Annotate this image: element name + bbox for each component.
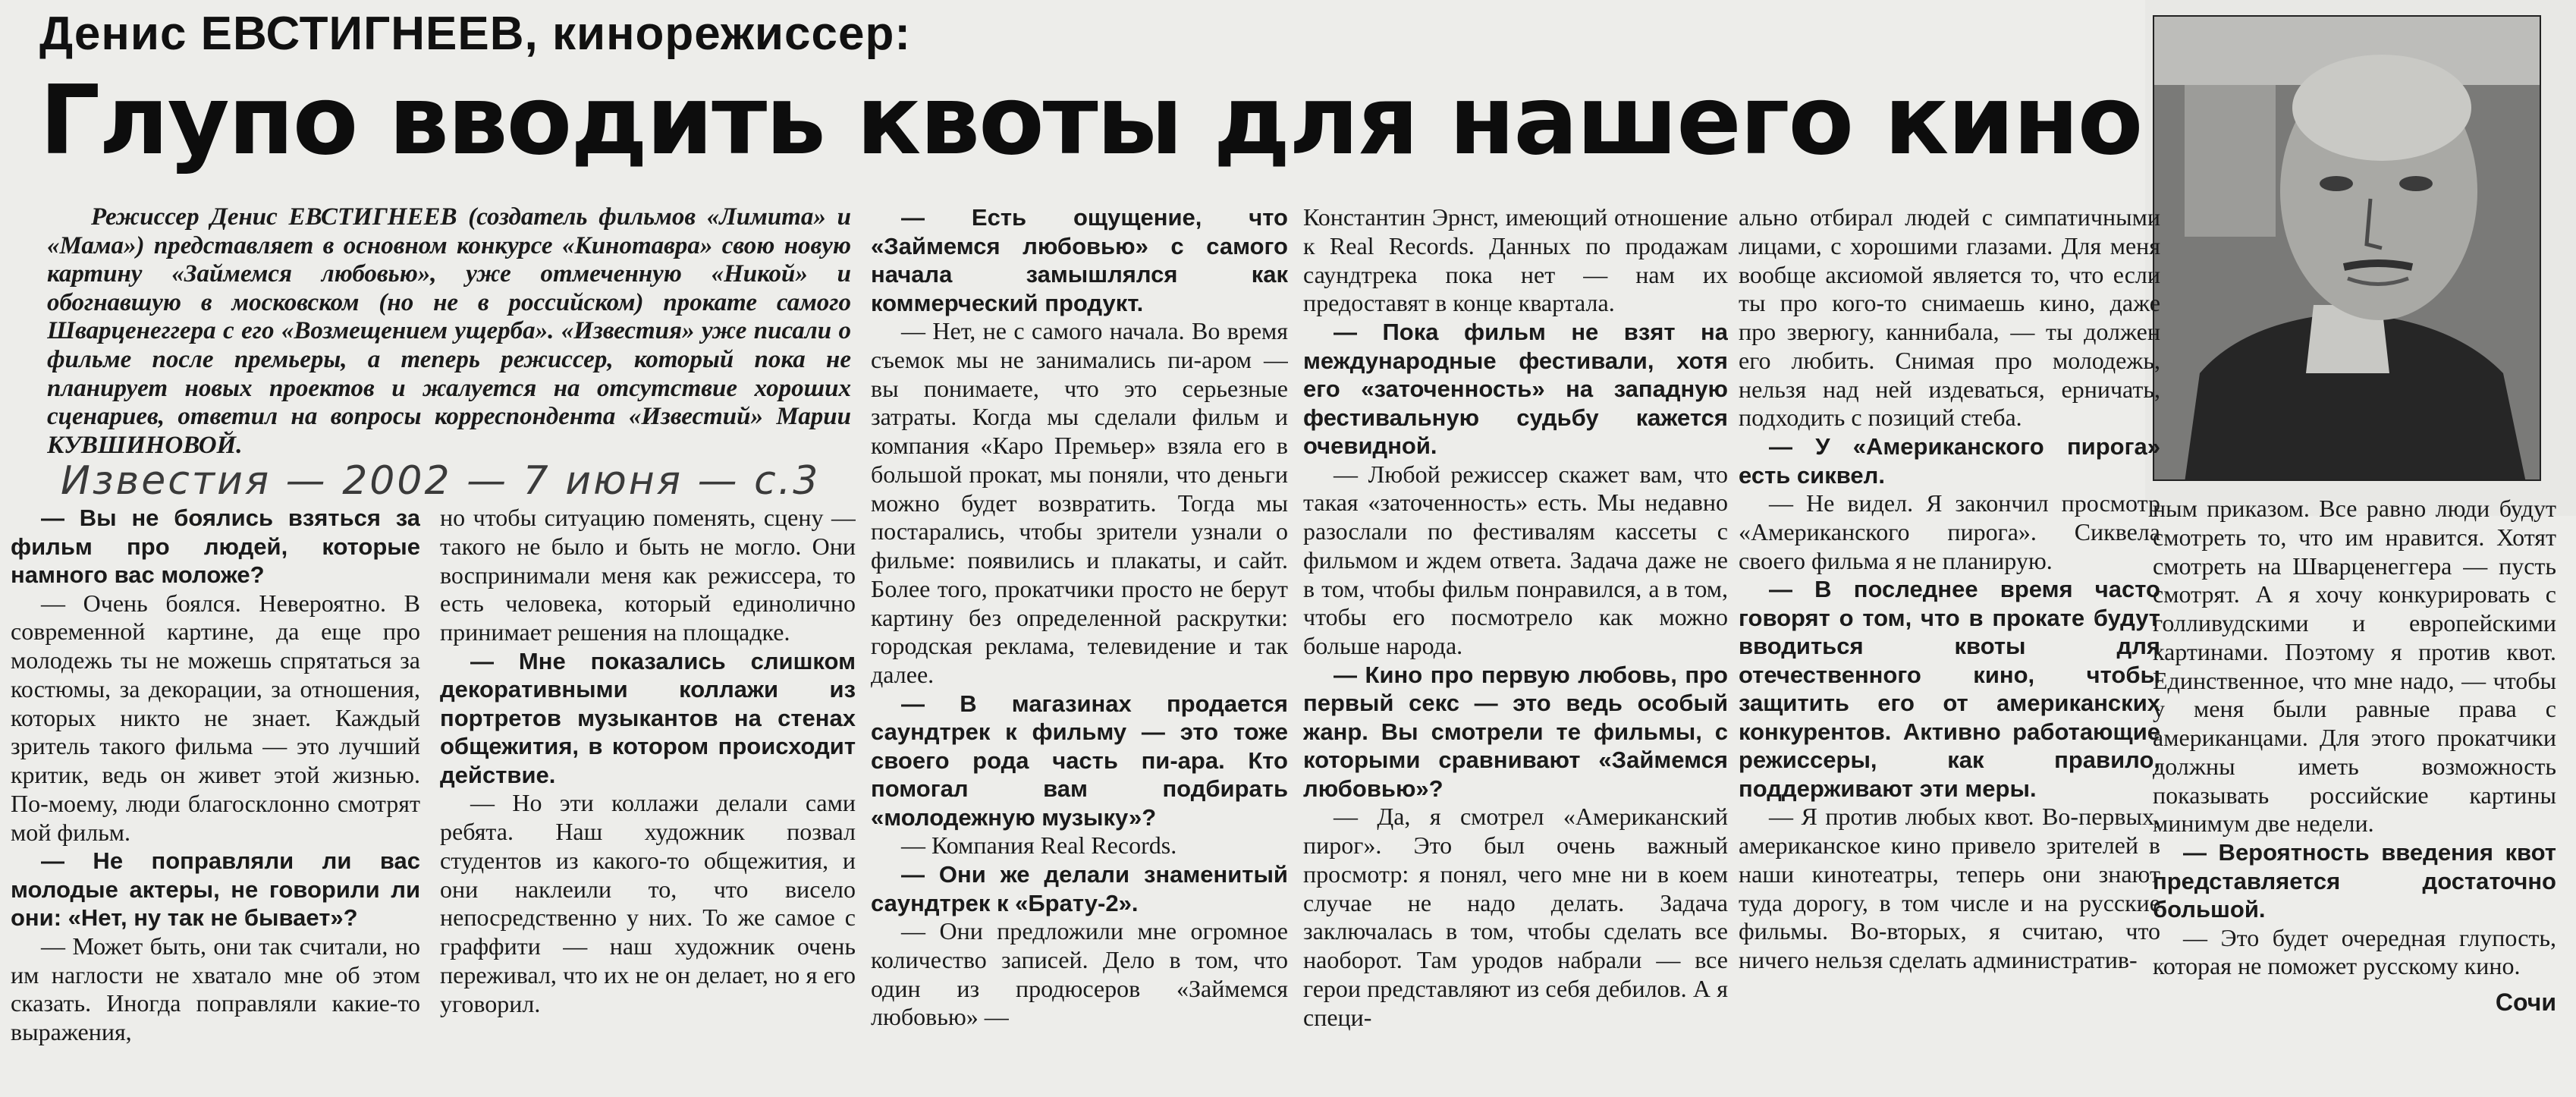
answer-text: Константин Эрнст, имеющий отношение к Real Records. Данных по продажам саундтрека пока нет — нам их предоставят в конце квартала. [1303,203,1728,317]
question-text: — Вы не боялись взяться за фильм про людей, которые намного вас моложе? [11,504,420,588]
answer-text: — Может быть, они так считали, но им наглости не хватало мне об этом сказать. Иногда поправляли какие-то выражения, [11,932,420,1045]
answer-text: — Они предложили мне огромное количество записей. Дело в том, что один из продюсеров «Займемся любовью» — [871,917,1288,1031]
column-2 [440,504,856,1088]
handwritten-source-note: Известия — 2002 — 7 июня — с.3 [61,458,821,504]
question-text: — Не поправляли ли вас молодые актеры, не говорили ли они: «Нет, ну так не бывает»? [11,847,420,932]
question-text: — Вероятность введения квот представляется достаточно большой. [2153,839,2556,923]
article-headline: Глупо вводить квоты для нашего кино [39,64,2142,176]
column-1 [11,504,420,1088]
answer-text: — Я против любых квот. Во-первых, американское кино привело зрителей в наши кинотеатры, теперь они знают туда дорогу, в том числе и на русские фильмы. Во-вторых, я считаю, что ничего нельзя сделать административ- [1739,803,2160,973]
article-lead [47,203,851,458]
answer-text: — Не видел. Я закончил просмотр «Американского пирога». Сиквела своего фильма я не планирую. [1739,489,2160,574]
lead-paragraph: Режиссер Денис ЕВСТИГНЕЕВ (создатель фильмов «Лимита» и «Мама») представляет в основном конкурсе «Кинотавра» свою новую картину «Займемся любовью», уже отмеченную «Никой» и обогнавшую в московском (но не в российском) прокате самого Шварценеггера с его «Возмещением ущерба». «Известия» уже писали о фильме после премьеры, а теперь режиссер, который пока не планирует новых проектов и жалуется на отсутствие хороших сценариев, ответил на вопросы корреспондента «Известий» Марии КУВШИНОВОЙ. [47,203,851,458]
answer-text: — Очень боялся. Невероятно. В современной картине, да еще про молодежь ты не можешь спрятаться за костюмы, за декорации, за отношения, которых никто не знает. Каждый зритель такого фильма — это лучший критик, ведь он живет этой жизнью. По-моему, люди благосклонно смотрят мой фильм. [11,589,420,846]
question-text: — Пока фильм не взят на международные фестивали, хотя его «заточенность» на западную фестивальную судьбу кажется очевидной. [1303,319,1728,459]
portrait-illustration [2154,17,2541,481]
answer-text: — Нет, не с самого начала. Во время съемок мы не занимались пи-аром — вы понимаете, что это серьезные затраты. Когда мы сделали фильм и компания «Каро Премьер» взяла его в большой прокат, мы поняли, что деньги можно будет возвратить. Тогда мы постарались, чтобы зрители узнали о фильме: появились и плакаты, и сайт. Более того, прокатчики просто не берут картину без определенной раскрутки: городская реклама, телевидение и так далее. [871,317,1288,688]
question-text: — В магазинах продается саундтрек к фильму — это тоже своего рода часть пи-ара. Кто помогал вам подбирать «молодежную музыку»? [871,690,1288,831]
question-text: — Кино про первую любовь, про первый секс — это ведь особый жанр. Вы смотрели те фильмы, с которыми сравнивают «Займемся любовью»? [1303,661,1728,802]
answer-text: — Любой режиссер скажет вам, что такая «заточенность» есть. Мы недавно разослали по фестивалям кассеты с фильмом и ждем ответа. Задача даже не в том, чтобы фильм понравился, а в том, чтобы его посмотрело как можно больше народа. [1303,460,1728,659]
column-4 [1303,203,1728,1088]
question-text: — В последнее время часто говорят о том, что в прокате будут вводиться квоты для отечественного кино, чтобы защитить его от американских конкурентов. Активно работающие режиссеры, как правило, поддерживают эти меры. [1739,576,2160,802]
article-supertitle: Денис ЕВСТИГНЕЕВ, кинорежиссер: [39,8,911,60]
answer-text: — Компания Real Records. [901,831,1177,860]
column-5 [1739,203,2160,1088]
question-text: — Они же делали знаменитый саундтрек к «Брату-2». [871,861,1288,916]
answer-text: но чтобы ситуацию поменять, сцену — такого не было и быть не могло. Они воспринимали меня как режиссера, то есть человека, который единолично принимает решения на площадке. [440,504,856,646]
answer-text: — Но эти коллажи делали сами ребята. Наш художник позвал студентов из какого-то общежития, и они наклеили то, что висело непосредственно у них. То же самое с граффити — наш художник очень переживал, что их не он делает, но я его уговорил. [440,789,856,1017]
question-text: — Есть ощущение, что «Займемся любовью» с самого начала замышлялся как коммерческий продукт. [871,204,1288,316]
column-3 [871,203,1288,1088]
column-6 [2153,495,2556,1088]
answer-text: — Да, я смотрел «Американский пирог». Это был очень важный просмотр: я понял, чего мне ни в коем случае не надо делать. Задача заключалась в том, чтобы сделать все наоборот. Там уродов набрали — все герои представляют из себя дебилов. А я специ- [1303,803,1728,1031]
answer-text: ально отбирал людей с симпатичными лицами, с хорошими глазами. Для меня вообще аксиомой является то, что если ты про кого-то снимаешь кино, даже про зверюгу, каннибала, — ты должен его любить. Снимая про молодежь, нельзя над ней издеваться, ерничать, подходить с позиций стеба. [1739,203,2160,432]
portrait-photo [2153,15,2541,481]
signature-location: Сочи [2495,989,2556,1016]
answer-text: — Это будет очередная глупость, которая не поможет русскому кино. [2153,923,2556,980]
question-text: — У «Американского пирога» есть сиквел. [1739,433,2160,489]
question-text: — Мне показались слишком декоративными коллажи из портретов музыкантов на стенах общежития, в котором происходит действие. [440,647,856,788]
answer-text: ным приказом. Все равно люди будут смотреть то, что им нравится. Хотят смотреть на Шварценеггера — пусть смотрят. А я хочу конкурировать с голливудскими и европейскими картинами. Поэтому я против квот. Единственное, что мне надо, — чтобы у меня были равные права с американцами. Для этого прокатчики должны иметь возможность показывать российские картины минимум две недели. [2153,495,2556,838]
